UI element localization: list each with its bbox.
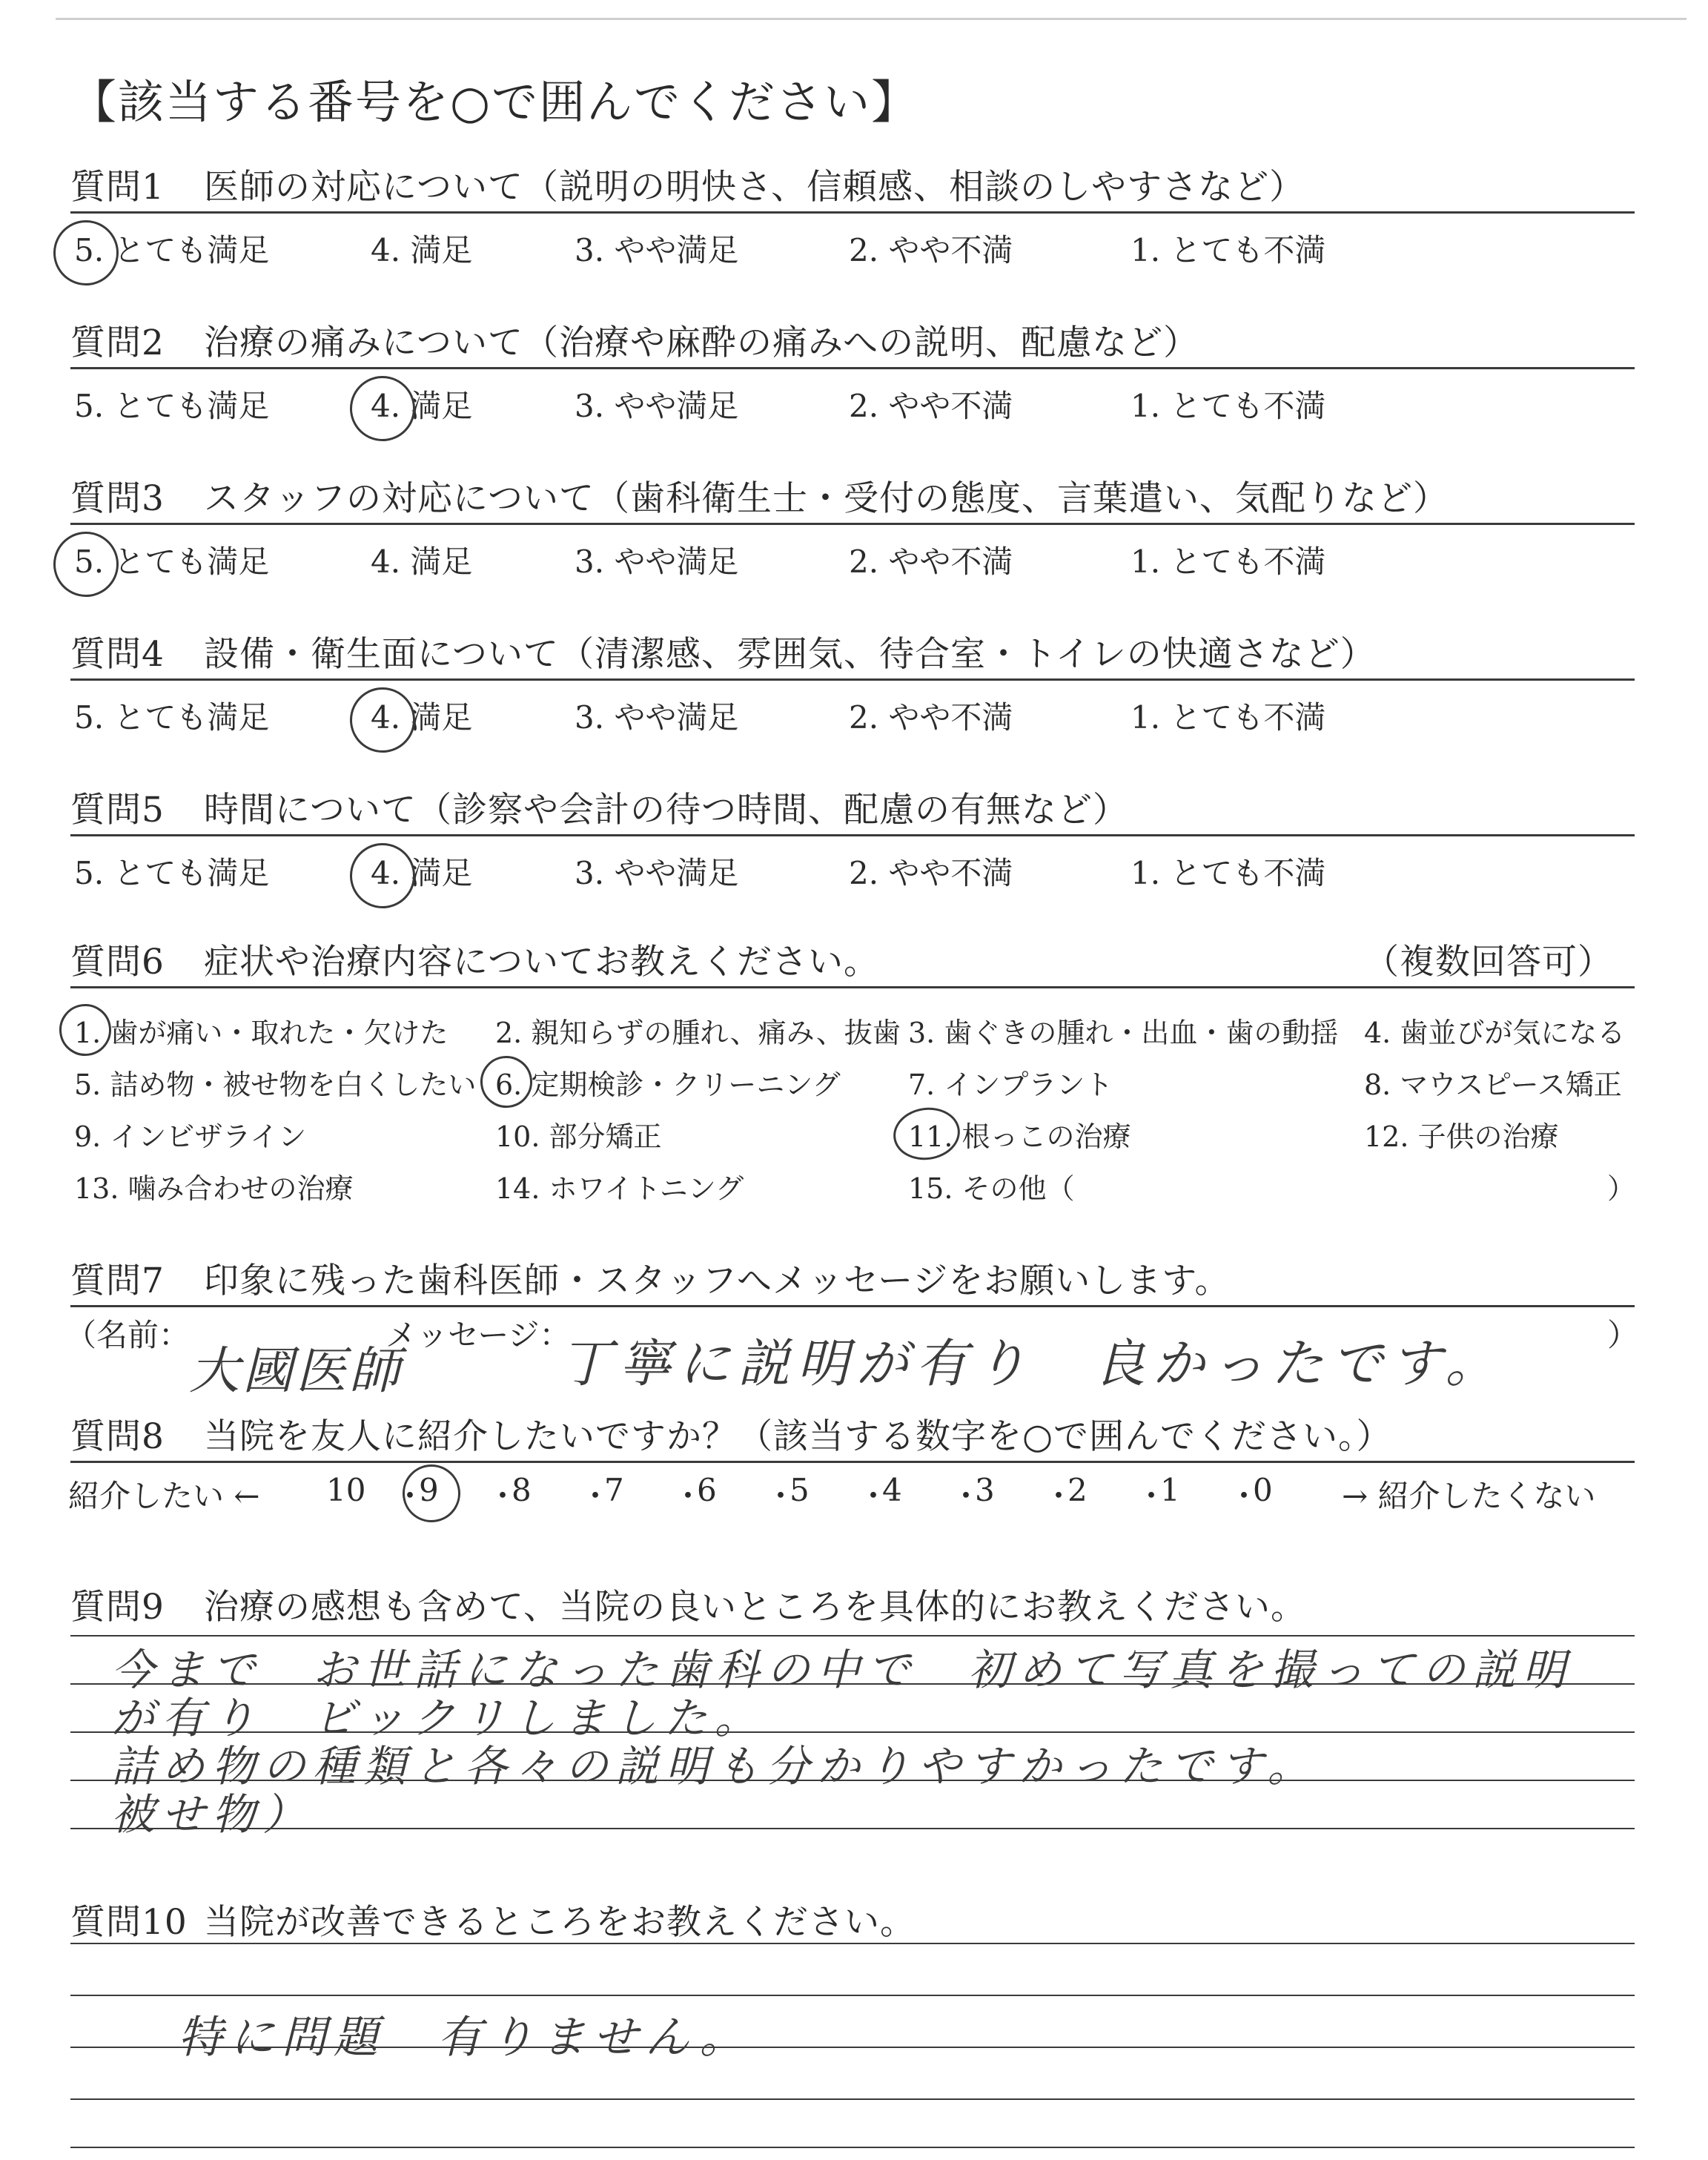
q10-rule bbox=[70, 1995, 1635, 1996]
q8-scale-dot: ・ bbox=[858, 1478, 890, 1514]
rating-option[interactable]: 2. やや不満 bbox=[849, 232, 1013, 268]
q8-scale-value[interactable]: 5 bbox=[790, 1472, 810, 1508]
rating-option[interactable]: 1. とても不満 bbox=[1131, 232, 1326, 268]
q6-option[interactable]: 12. 子供の治療 bbox=[1364, 1120, 1559, 1153]
top-edge-line bbox=[56, 18, 1687, 20]
q8-scale-value[interactable]: 2 bbox=[1068, 1472, 1088, 1508]
q7-name-label: （名前： bbox=[65, 1317, 191, 1353]
q8-label: 質問8 bbox=[70, 1416, 165, 1457]
q6-note: （複数回答可） bbox=[1364, 942, 1613, 982]
q7-close-paren: ） bbox=[1607, 1317, 1639, 1353]
q7-rule bbox=[70, 1305, 1635, 1307]
q10-answer-line[interactable]: 特に問題 有りません。 bbox=[178, 2012, 752, 2064]
q6-option[interactable]: 8. マウスピース矯正 bbox=[1364, 1069, 1622, 1101]
q8-scale-value[interactable]: 0 bbox=[1253, 1472, 1273, 1508]
rating-option[interactable]: 4. 満足 bbox=[371, 388, 473, 424]
q6-option[interactable]: ） bbox=[1607, 1172, 1636, 1205]
q8-scale-value[interactable]: 1 bbox=[1160, 1472, 1180, 1508]
q9-answer-line[interactable]: 今まで お世話になった歯科の中で 初めて写真を撮っての説明 bbox=[111, 1645, 1574, 1695]
q6-option[interactable]: 3. 歯ぐきの腫れ・出血・歯の動揺 bbox=[908, 1017, 1339, 1049]
q7-message-value[interactable]: 丁寧に説明が有り 良かったです。 bbox=[560, 1333, 1505, 1394]
q6-option[interactable]: 14. ホワイトニング bbox=[495, 1172, 744, 1205]
q10-rule bbox=[70, 1943, 1635, 1944]
q10-rule bbox=[70, 2098, 1635, 2100]
q9-answer-line[interactable]: 被せ物） bbox=[111, 1789, 314, 1840]
q8-scale-value[interactable]: 7 bbox=[604, 1472, 624, 1508]
q8-scale-dot: ・ bbox=[394, 1478, 426, 1514]
rating-option[interactable]: 4. 満足 bbox=[371, 544, 473, 580]
q8-scale-dot: ・ bbox=[672, 1478, 704, 1514]
selection-circle bbox=[890, 1103, 964, 1164]
rating-option[interactable]: 5. とても満足 bbox=[74, 388, 270, 424]
question-label: 質問4 bbox=[70, 634, 165, 675]
rating-option[interactable]: 1. とても不満 bbox=[1131, 855, 1326, 891]
q10-rule bbox=[70, 2147, 1635, 2148]
question-text: 医師の対応について（説明の明快さ、信頼感、相談のしやすさなど） bbox=[204, 167, 1305, 208]
rating-option[interactable]: 4. 満足 bbox=[371, 699, 473, 736]
rating-option[interactable]: 3. やや満足 bbox=[575, 232, 739, 268]
q8-scale-dot: ・ bbox=[487, 1478, 519, 1514]
question-label: 質問3 bbox=[70, 478, 165, 519]
rating-option[interactable]: 2. やや不満 bbox=[849, 855, 1013, 891]
q8-scale-value[interactable]: 3 bbox=[975, 1472, 995, 1508]
q6-option[interactable]: 6. 定期検診・クリーニング bbox=[495, 1069, 841, 1101]
question-rule bbox=[70, 523, 1635, 525]
q9-label: 質問9 bbox=[70, 1587, 165, 1628]
rating-option[interactable]: 1. とても不満 bbox=[1131, 699, 1326, 736]
rating-option[interactable]: 5. とても満足 bbox=[74, 544, 270, 580]
rating-option[interactable]: 2. やや不満 bbox=[849, 699, 1013, 736]
q6-option[interactable]: 7. インプラント bbox=[908, 1069, 1113, 1101]
rating-option[interactable]: 1. とても不満 bbox=[1131, 544, 1326, 580]
question-text: スタッフの対応について（歯科衛生士・受付の態度、言葉遣い、気配りなど） bbox=[204, 478, 1449, 519]
q8-scale-dot: ・ bbox=[765, 1478, 797, 1514]
rating-option[interactable]: 3. やや満足 bbox=[575, 544, 739, 580]
q9-answer-line[interactable]: 詰め物の種類と各々の説明も分かりやすかったです。 bbox=[111, 1741, 1318, 1791]
q6-option[interactable]: 15. その他（ bbox=[908, 1172, 1075, 1205]
question-rule bbox=[70, 834, 1635, 836]
q8-left-label: 紹介したい ← bbox=[68, 1478, 260, 1514]
question-label: 質問2 bbox=[70, 323, 165, 363]
q8-scale-dot: ・ bbox=[580, 1478, 612, 1514]
question-text: 治療の痛みについて（治療や麻酔の痛みへの説明、配慮など） bbox=[204, 323, 1199, 363]
rating-option[interactable]: 5. とても満足 bbox=[74, 232, 270, 268]
q10-label: 質問10 bbox=[70, 1902, 188, 1943]
q8-scale-dot: ・ bbox=[1136, 1478, 1168, 1514]
rating-option[interactable]: 1. とても不満 bbox=[1131, 388, 1326, 424]
question-rule bbox=[70, 211, 1635, 214]
rating-option[interactable]: 3. やや満足 bbox=[575, 855, 739, 891]
rating-option[interactable]: 5. とても満足 bbox=[74, 699, 270, 736]
q6-label: 質問6 bbox=[70, 942, 165, 982]
q8-right-label: → 紹介したくない bbox=[1342, 1478, 1596, 1514]
q8-scale-dot: ・ bbox=[1228, 1478, 1260, 1514]
q8-scale-value[interactable]: 8 bbox=[512, 1472, 532, 1508]
q6-option[interactable]: 2. 親知らずの腫れ、痛み、抜歯 bbox=[495, 1017, 901, 1049]
q8-scale-value[interactable]: 10 bbox=[326, 1472, 366, 1508]
rating-option[interactable]: 2. やや不満 bbox=[849, 544, 1013, 580]
q7-label: 質問7 bbox=[70, 1261, 165, 1301]
q10-text: 当院が改善できるところをお教えください。 bbox=[204, 1902, 916, 1943]
rating-option[interactable]: 4. 満足 bbox=[371, 232, 473, 268]
q6-option[interactable]: 5. 詰め物・被せ物を白くしたい bbox=[74, 1069, 477, 1101]
rating-option[interactable]: 5. とても満足 bbox=[74, 855, 270, 891]
q6-rule bbox=[70, 986, 1635, 988]
q8-scale-value[interactable]: 9 bbox=[419, 1472, 439, 1508]
q8-scale-value[interactable]: 6 bbox=[697, 1472, 717, 1508]
q6-option[interactable]: 1. 歯が痛い・取れた・欠けた bbox=[74, 1017, 448, 1049]
q9-text: 治療の感想も含めて、当院の良いところを具体的にお教えください。 bbox=[204, 1587, 1307, 1628]
q6-option[interactable]: 13. 噛み合わせの治療 bbox=[74, 1172, 354, 1205]
question-text: 時間について（診察や会計の待つ時間、配慮の有無など） bbox=[204, 790, 1129, 830]
rating-option[interactable]: 2. やや不満 bbox=[849, 388, 1013, 424]
q9-answer-line[interactable]: が有り ビックリしました。 bbox=[111, 1693, 765, 1743]
q8-scale-value[interactable]: 4 bbox=[882, 1472, 902, 1508]
q7-text: 印象に残った歯科医師・スタッフへメッセージをお願いします。 bbox=[204, 1261, 1231, 1301]
q7-name-value[interactable]: 大國医師 bbox=[189, 1342, 403, 1401]
question-rule bbox=[70, 367, 1635, 369]
q8-scale-dot: ・ bbox=[1043, 1478, 1075, 1514]
q8-text: 当院を友人に紹介したいですか？（該当する数字を○で囲んでください。） bbox=[204, 1416, 1392, 1457]
rating-option[interactable]: 3. やや満足 bbox=[575, 388, 739, 424]
q6-option[interactable]: 11. 根っこの治療 bbox=[908, 1120, 1131, 1153]
q6-text: 症状や治療内容についてお教えください。 bbox=[204, 942, 880, 982]
rating-option[interactable]: 3. やや満足 bbox=[575, 699, 739, 736]
q6-option[interactable]: 9. インビザライン bbox=[74, 1120, 307, 1153]
q8-rule bbox=[70, 1461, 1635, 1463]
question-label: 質問5 bbox=[70, 790, 165, 830]
rating-option[interactable]: 4. 満足 bbox=[371, 855, 473, 891]
q6-option[interactable]: 10. 部分矯正 bbox=[495, 1120, 662, 1153]
question-rule bbox=[70, 678, 1635, 681]
q7-message-label: メッセージ： bbox=[385, 1317, 571, 1353]
q8-scale-dot: ・ bbox=[950, 1478, 982, 1514]
page-title: 【該当する番号を○で囲んでください】 bbox=[70, 75, 919, 129]
question-label: 質問1 bbox=[70, 167, 165, 208]
question-text: 設備・衛生面について（清潔感、雰囲気、待合室・トイレの快適さなど） bbox=[204, 634, 1376, 675]
q6-option[interactable]: 4. 歯並びが気になる bbox=[1364, 1017, 1626, 1049]
